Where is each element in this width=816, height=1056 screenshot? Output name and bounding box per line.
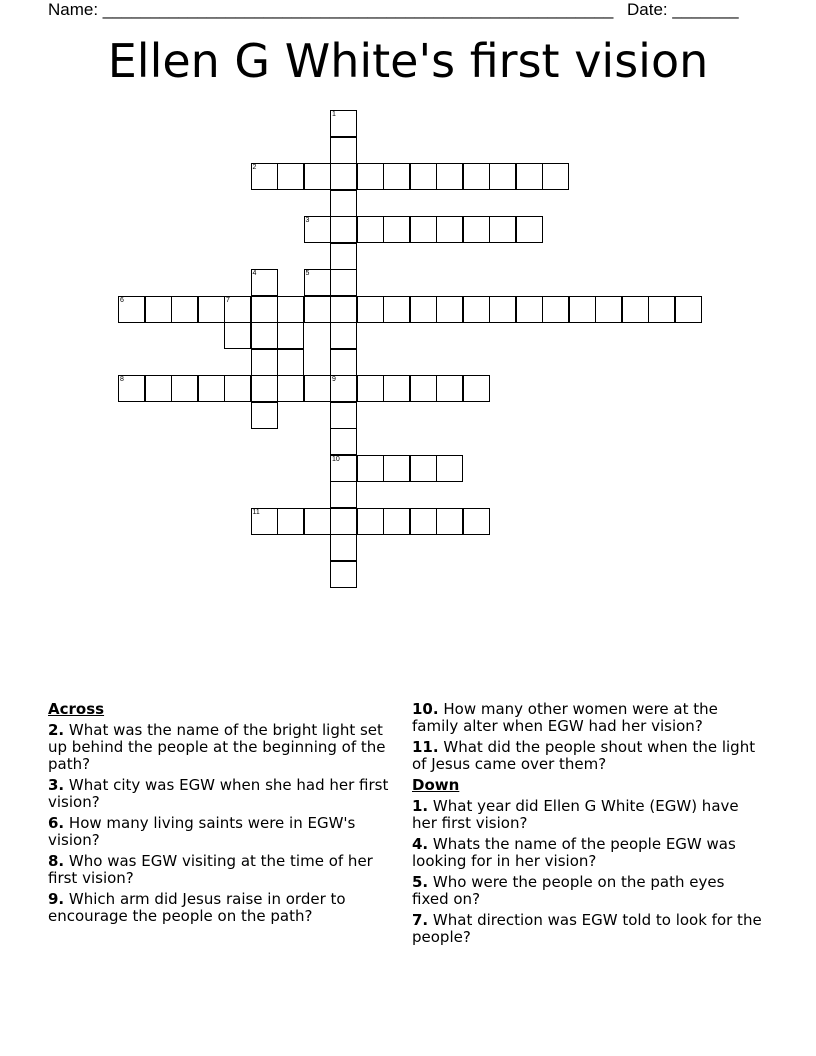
down-heading: Down (412, 776, 460, 794)
clue-text: How many living saints were in EGW's vision? (48, 814, 356, 849)
grid-cell[interactable] (648, 296, 675, 323)
clue-number: 2. (48, 721, 65, 739)
grid-cell[interactable] (330, 269, 357, 296)
grid-cell[interactable] (383, 455, 410, 482)
grid-cell[interactable] (463, 296, 490, 323)
grid-cell[interactable] (224, 322, 251, 349)
clue-across-8 (48, 853, 400, 887)
grid-cell[interactable] (171, 375, 198, 402)
grid-cell[interactable] (277, 375, 304, 402)
grid-cell[interactable] (277, 296, 304, 323)
clue-text: What direction was EGW told to look for the people? (412, 911, 762, 946)
grid-cell[interactable] (304, 163, 331, 190)
clue-number-label: 4 (252, 270, 257, 277)
grid-cell[interactable] (330, 163, 357, 190)
grid-cell[interactable] (569, 296, 596, 323)
grid-cell[interactable] (436, 508, 463, 535)
clue-number-label: 10 (332, 455, 340, 463)
grid-cell[interactable] (251, 375, 278, 402)
grid-cell[interactable] (463, 216, 490, 243)
grid-cell[interactable] (463, 508, 490, 535)
grid-cell[interactable] (383, 296, 410, 323)
grid-cell[interactable] (330, 110, 357, 137)
clue-number: 1. (412, 797, 429, 815)
clue-number: 8. (48, 852, 65, 870)
clue-text: How many other women were at the family alter when EGW had her vision? (412, 700, 718, 735)
grid-cell[interactable] (463, 375, 490, 402)
grid-cell[interactable] (410, 508, 437, 535)
clue-text: What did the people shout when the light of Jesus came over them? (412, 738, 756, 773)
grid-cell[interactable] (489, 216, 516, 243)
grid-cell[interactable] (304, 508, 331, 535)
grid-cell[interactable] (251, 163, 278, 190)
grid-cell[interactable] (304, 216, 331, 243)
grid-cell[interactable] (330, 190, 357, 217)
grid-cell[interactable] (277, 508, 304, 535)
grid-cell[interactable] (330, 375, 357, 402)
grid-cell[interactable] (542, 296, 569, 323)
clue-number: 4. (412, 835, 429, 853)
clue-number: 10. (412, 700, 439, 718)
grid-cell[interactable] (330, 243, 357, 270)
grid-cell[interactable] (489, 163, 516, 190)
grid-cell[interactable] (410, 455, 437, 482)
grid-cell[interactable] (145, 296, 172, 323)
grid-cell[interactable] (145, 375, 172, 402)
grid-cell[interactable] (304, 296, 331, 323)
grid-cell[interactable] (330, 455, 357, 482)
clue-down-7 (412, 912, 764, 946)
grid-cell[interactable] (277, 163, 304, 190)
clue-number: 3. (48, 776, 65, 794)
page-title: Ellen G White's first vision (107, 34, 709, 88)
grid-cell[interactable] (171, 296, 198, 323)
grid-cell[interactable] (118, 375, 145, 402)
clue-across-6 (48, 815, 400, 849)
grid-cell[interactable] (304, 375, 331, 402)
grid-cell[interactable] (251, 402, 278, 429)
grid-cell[interactable] (383, 163, 410, 190)
clue-number-label: 11 (252, 508, 260, 516)
clue-across-10 (412, 701, 764, 735)
clue-across-3 (48, 777, 400, 811)
date-field-label: Date: _______ (627, 0, 739, 19)
grid-cell[interactable] (330, 534, 357, 561)
grid-cell[interactable] (489, 296, 516, 323)
clue-number-label: 8 (120, 376, 124, 383)
grid-cell[interactable] (277, 349, 304, 376)
grid-cell[interactable] (357, 455, 384, 482)
grid-cell[interactable] (542, 163, 569, 190)
clue-number-label: 9 (332, 376, 336, 383)
grid-cell[interactable] (516, 163, 543, 190)
grid-cell[interactable] (330, 216, 357, 243)
clue-number-label: 2 (252, 164, 257, 171)
clue-text: Who were the people on the path eyes fixed on? (412, 873, 725, 908)
grid-cell[interactable] (198, 375, 225, 402)
clue-number-label: 5 (305, 270, 310, 277)
clue-down-1 (412, 798, 764, 832)
clue-text: What city was EGW when she had her first vision? (48, 776, 389, 811)
grid-cell[interactable] (463, 163, 490, 190)
grid-cell[interactable] (357, 163, 384, 190)
grid-cell[interactable] (383, 508, 410, 535)
grid-cell[interactable] (251, 269, 278, 296)
grid-cell[interactable] (330, 137, 357, 164)
grid-cell[interactable] (251, 322, 278, 349)
grid-cell[interactable] (436, 375, 463, 402)
grid-cell[interactable] (198, 296, 225, 323)
clue-across-9 (48, 891, 400, 925)
grid-cell[interactable] (357, 375, 384, 402)
clue-text: Who was EGW visiting at the time of her first vision? (48, 852, 373, 887)
grid-cell[interactable] (330, 561, 357, 588)
grid-cell[interactable] (224, 375, 251, 402)
grid-cell[interactable] (410, 216, 437, 243)
clue-text: What was the name of the bright light set up behind the people at the beginning of the path? (48, 721, 386, 773)
grid-cell[interactable] (436, 163, 463, 190)
name-field-label: Name: ______________________________________________________ (48, 0, 614, 19)
grid-cell[interactable] (330, 508, 357, 535)
grid-cell[interactable] (251, 349, 278, 376)
clue-down-5 (412, 874, 764, 908)
grid-cell[interactable] (410, 163, 437, 190)
across-heading: Across (48, 700, 105, 718)
grid-cell[interactable] (251, 508, 278, 535)
clues-column-left (48, 701, 400, 929)
grid-cell[interactable] (304, 269, 331, 296)
clue-number: 5. (412, 873, 429, 891)
clue-number-label: 7 (226, 296, 230, 304)
grid-cell[interactable] (357, 296, 384, 323)
clue-number-label: 6 (120, 296, 124, 304)
clue-across-2 (48, 722, 400, 773)
grid-cell[interactable] (410, 296, 437, 323)
grid-cell[interactable] (410, 375, 437, 402)
clue-number: 6. (48, 814, 65, 832)
grid-cell[interactable] (436, 455, 463, 482)
clue-number-label: 1 (332, 111, 336, 118)
clue-number: 9. (48, 890, 65, 908)
clue-number-label: 3 (305, 217, 310, 224)
grid-cell[interactable] (436, 216, 463, 243)
clue-down-4 (412, 836, 764, 870)
grid-cell[interactable] (357, 216, 384, 243)
clue-text: What year did Ellen G White (EGW) have her first vision? (412, 797, 739, 832)
grid-cell[interactable] (675, 296, 702, 323)
grid-cell[interactable] (330, 428, 357, 455)
grid-cell[interactable] (383, 375, 410, 402)
grid-cell[interactable] (118, 296, 145, 323)
clue-number: 7. (412, 911, 429, 929)
grid-cell[interactable] (383, 216, 410, 243)
grid-cell[interactable] (330, 402, 357, 429)
grid-cell[interactable] (516, 296, 543, 323)
clue-number: 11. (412, 738, 439, 756)
grid-cell[interactable] (330, 296, 357, 323)
grid-cell[interactable] (516, 216, 543, 243)
grid-cell[interactable] (330, 481, 357, 508)
grid-cell[interactable] (330, 322, 357, 349)
grid-cell[interactable] (330, 349, 357, 376)
grid-cell[interactable] (224, 296, 251, 323)
clues-column-right (412, 701, 764, 950)
clue-text: Which arm did Jesus raise in order to encourage the people on the path? (48, 890, 346, 925)
grid-cell[interactable] (357, 508, 384, 535)
grid-cell[interactable] (436, 296, 463, 323)
grid-cell[interactable] (622, 296, 649, 323)
clue-text: Whats the name of the people EGW was looking for in her vision? (412, 835, 736, 870)
grid-cell[interactable] (251, 296, 278, 323)
clue-across-11 (412, 739, 764, 773)
grid-cell[interactable] (595, 296, 622, 323)
grid-cell[interactable] (277, 322, 304, 349)
